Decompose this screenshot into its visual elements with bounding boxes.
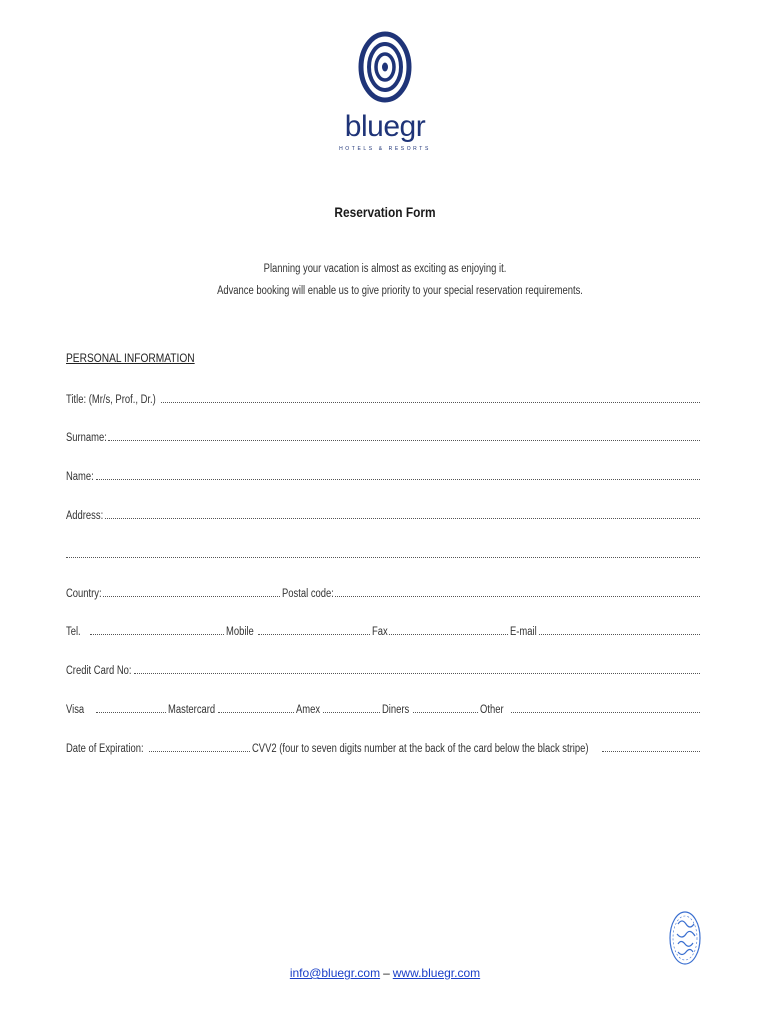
brand-name: bluegr xyxy=(344,110,426,143)
fax-field[interactable] xyxy=(372,626,510,638)
concentric-circles-icon xyxy=(358,30,412,104)
email-link[interactable]: info@bluegr.com xyxy=(289,966,381,980)
intro-line-2: Advance booking will enable us to give priority to your special reservation requirements. xyxy=(217,285,583,297)
tel-label: Tel. xyxy=(66,626,81,638)
credit-card-field[interactable] xyxy=(66,661,702,677)
visa-option[interactable] xyxy=(66,704,168,716)
intro-text xyxy=(0,258,770,302)
fax-label: Fax xyxy=(372,626,388,638)
country-label: Country: xyxy=(66,588,102,600)
title-label: Title: (Mr/s, Prof., Dr.) xyxy=(66,394,156,406)
cvv-fill-line[interactable] xyxy=(602,751,700,752)
postal-code-field[interactable] xyxy=(282,588,702,600)
email-fill-line[interactable] xyxy=(539,634,700,635)
expiration-row xyxy=(66,739,702,755)
mastercard-label: Mastercard xyxy=(168,704,216,716)
visa-fill-line[interactable] xyxy=(96,712,166,713)
expiration-field[interactable] xyxy=(66,743,252,755)
website-link[interactable]: www.bluegr.com xyxy=(392,966,481,980)
amex-option[interactable] xyxy=(296,704,382,716)
fax-fill-line[interactable] xyxy=(389,634,508,635)
other-fill-line[interactable] xyxy=(511,712,700,713)
country-fill-line[interactable] xyxy=(103,596,280,597)
name-field[interactable] xyxy=(66,467,702,483)
other-option[interactable] xyxy=(480,704,702,716)
mobile-field[interactable] xyxy=(226,626,372,638)
expiration-label: Date of Expiration: xyxy=(66,743,144,755)
address-label: Address: xyxy=(66,510,104,522)
surname-field[interactable] xyxy=(66,428,702,444)
other-label: Other xyxy=(480,704,504,716)
card-type-row xyxy=(66,700,702,716)
postal-code-fill-line[interactable] xyxy=(335,596,700,597)
name-fill-line[interactable] xyxy=(96,479,700,480)
brand-logo xyxy=(0,30,770,152)
postal-code-label: Postal code: xyxy=(282,588,334,600)
visa-label: Visa xyxy=(66,704,85,716)
tel-fill-line[interactable] xyxy=(90,634,224,635)
mastercard-option[interactable] xyxy=(168,704,296,716)
footer-contact xyxy=(0,966,770,980)
country-postal-row xyxy=(66,584,702,600)
mobile-label: Mobile xyxy=(226,626,254,638)
address-field[interactable] xyxy=(66,506,702,522)
diners-option[interactable] xyxy=(382,704,480,716)
section-heading-personal: PERSONAL INFORMATION xyxy=(66,351,195,365)
mastercard-fill-line[interactable] xyxy=(218,712,294,713)
diners-fill-line[interactable] xyxy=(413,712,478,713)
form-title: Reservation Form xyxy=(334,204,436,220)
title-fill-line[interactable] xyxy=(161,402,700,403)
amex-label: Amex xyxy=(296,704,321,716)
amex-fill-line[interactable] xyxy=(323,712,380,713)
email-field[interactable] xyxy=(510,626,702,638)
surname-label: Surname: xyxy=(66,432,107,444)
footer-separator: – xyxy=(383,966,390,980)
cvv-field[interactable] xyxy=(252,743,702,755)
title-field[interactable] xyxy=(66,390,702,406)
intro-line-1: Planning your vacation is almost as exciting as enjoying it. xyxy=(263,263,507,275)
address-line-2-fill-line[interactable] xyxy=(66,557,700,558)
credit-card-fill-line[interactable] xyxy=(134,673,700,674)
expiration-fill-line[interactable] xyxy=(149,751,250,752)
mobile-fill-line[interactable] xyxy=(258,634,370,635)
address-fill-line[interactable] xyxy=(105,518,700,519)
contact-row xyxy=(66,622,702,638)
brand-tagline: HOTELS & RESORTS xyxy=(339,146,431,152)
cvv-label: CVV2 (four to seven digits number at the back of the card below the black stripe) xyxy=(252,743,589,755)
country-field[interactable] xyxy=(66,588,282,600)
email-label: E-mail xyxy=(510,626,537,638)
love-life-stamp-icon xyxy=(666,908,704,968)
credit-card-label: Credit Card No: xyxy=(66,665,132,677)
surname-fill-line[interactable] xyxy=(108,440,700,441)
address-line-2-field[interactable] xyxy=(66,545,702,561)
name-label: Name: xyxy=(66,471,94,483)
tel-field[interactable] xyxy=(66,626,226,638)
diners-label: Diners xyxy=(382,704,410,716)
